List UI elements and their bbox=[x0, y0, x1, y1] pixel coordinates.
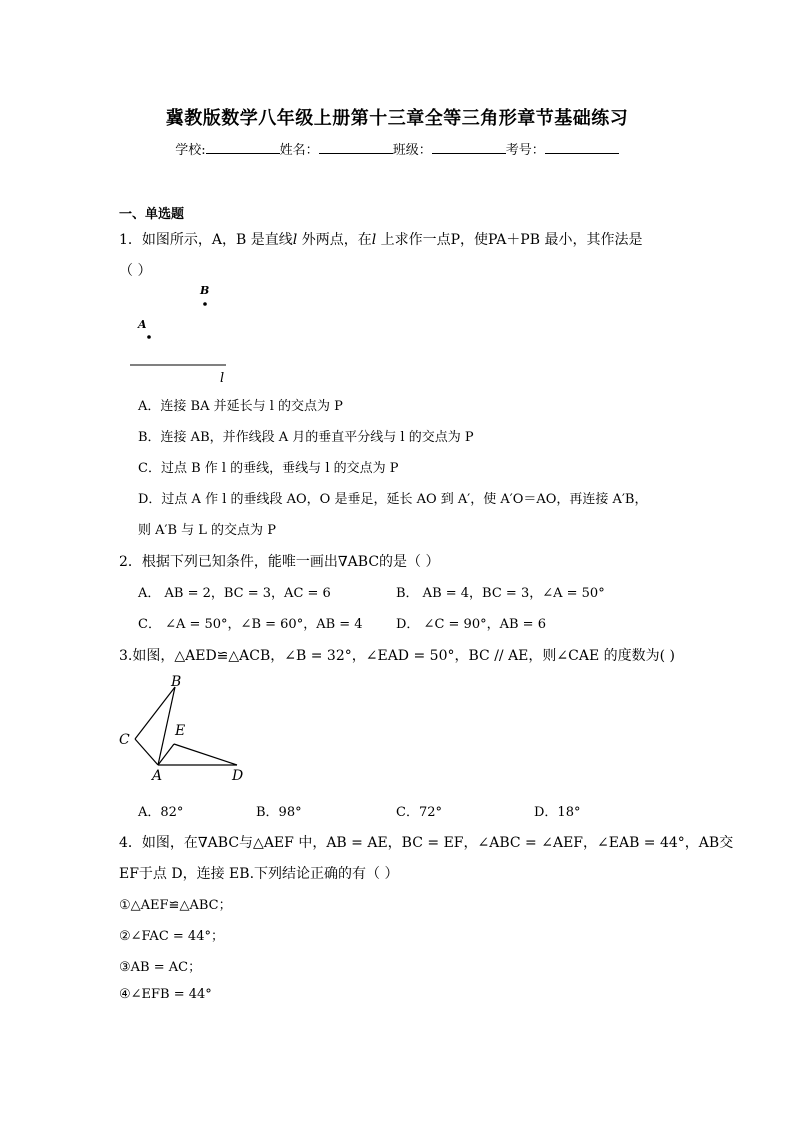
q2-option-b: B． AB = 4，BC = 3，∠A = 50° bbox=[396, 586, 605, 601]
q3-label-E: E bbox=[175, 723, 186, 739]
q2-stem: 2．根据下列已知条件，能唯一画出∇ABC的是（ ） bbox=[119, 554, 440, 570]
q4-statement-4: ④∠EFB = 44° bbox=[119, 987, 212, 1002]
q1-stem-part3: 上求作一点P，使PA＋PB 最小，其作法是 bbox=[376, 232, 643, 248]
q1-fig-label-B: B bbox=[200, 284, 210, 297]
q4-statement-3: ③AB = AC； bbox=[119, 960, 202, 975]
q3-label-C: C bbox=[119, 732, 130, 748]
school-label: 学校: bbox=[175, 143, 206, 158]
q3-option-c: C．72° bbox=[396, 805, 442, 820]
q1-option-d-cont: 则 A′B 与 L 的交点为 P bbox=[138, 523, 276, 538]
q3-label-B: B bbox=[171, 674, 182, 690]
q2-option-d: D． ∠C = 90°，AB = 6 bbox=[396, 617, 546, 632]
name-label: 姓名： bbox=[279, 143, 319, 158]
q3-option-d: D．18° bbox=[534, 805, 581, 820]
q3-option-a: A．82° bbox=[138, 805, 184, 820]
q3-figure bbox=[115, 672, 255, 787]
q4-statement-2: ②∠FAC = 44°； bbox=[119, 929, 224, 944]
name-blank bbox=[319, 141, 393, 154]
q2-option-c: C． ∠A = 50°，∠B = 60°，AB = 4 bbox=[138, 617, 363, 632]
class-label: 班级： bbox=[392, 143, 432, 158]
q1-stem-part1: 1．如图所示，A，B 是直线 bbox=[119, 232, 293, 248]
section-heading: 一、单选题 bbox=[119, 207, 185, 222]
q1-option-b: B．连接 AB，并作线段 A 月的垂直平分线与 l 的交点为 P bbox=[138, 430, 474, 445]
q1-line-l-2: l bbox=[371, 232, 377, 248]
q1-point-B bbox=[203, 302, 207, 306]
q1-option-d: D．过点 A 作 l 的垂线段 AO，O 是垂足，延长 AO 到 A′，使 A′O＝AO，再连接 A′B， bbox=[138, 492, 648, 507]
q4-stem-line1: 4．如图，在∇ABC与△AEF 中，AB = AE，BC = EF，∠ABC = ∠AEF，∠EAB = 44°，AB交 bbox=[119, 835, 734, 851]
student-info-line bbox=[0, 139, 794, 158]
q3-label-A: A bbox=[152, 768, 163, 784]
q3-stem: 3.如图，△AED≌△ACB，∠B = 32°，∠EAD = 50°，BC // AE，则∠CAE 的度数为( ) bbox=[119, 648, 676, 664]
exam-no-blank bbox=[545, 141, 619, 154]
q3-option-b: B．98° bbox=[256, 805, 302, 820]
q1-option-c: C．过点 B 作 l 的垂线，垂线与 l 的交点为 P bbox=[138, 461, 399, 476]
q4-statement-1: ①△AEF≌△ABC； bbox=[119, 898, 232, 913]
q1-stem bbox=[119, 229, 642, 249]
class-blank bbox=[432, 141, 506, 154]
exam-no-label: 考号： bbox=[505, 143, 545, 158]
q3-label-D: D bbox=[232, 768, 244, 784]
q1-point-A bbox=[147, 335, 151, 339]
q1-stem-part2: 外两点，在 bbox=[297, 232, 372, 248]
q2-option-a: A． AB = 2，BC = 3，AC = 6 bbox=[138, 586, 331, 601]
page-title: 冀教版数学八年级上册第十三章全等三角形章节基础练习 bbox=[165, 108, 629, 129]
q1-fig-label-l: l bbox=[220, 371, 225, 386]
q4-stem-line2: EF于点 D，连接 EB.下列结论正确的有（ ） bbox=[119, 866, 399, 882]
school-blank bbox=[206, 141, 280, 154]
q3-segment-ED bbox=[174, 744, 237, 765]
q1-line-l: l bbox=[292, 232, 298, 248]
q1-answer-paren: （ ） bbox=[119, 263, 152, 279]
q1-option-a: A．连接 BA 并延长与 l 的交点为 P bbox=[138, 399, 343, 414]
q1-fig-label-A: A bbox=[138, 318, 147, 331]
q3-segment-CA bbox=[135, 739, 158, 765]
q1-figure bbox=[120, 280, 240, 390]
